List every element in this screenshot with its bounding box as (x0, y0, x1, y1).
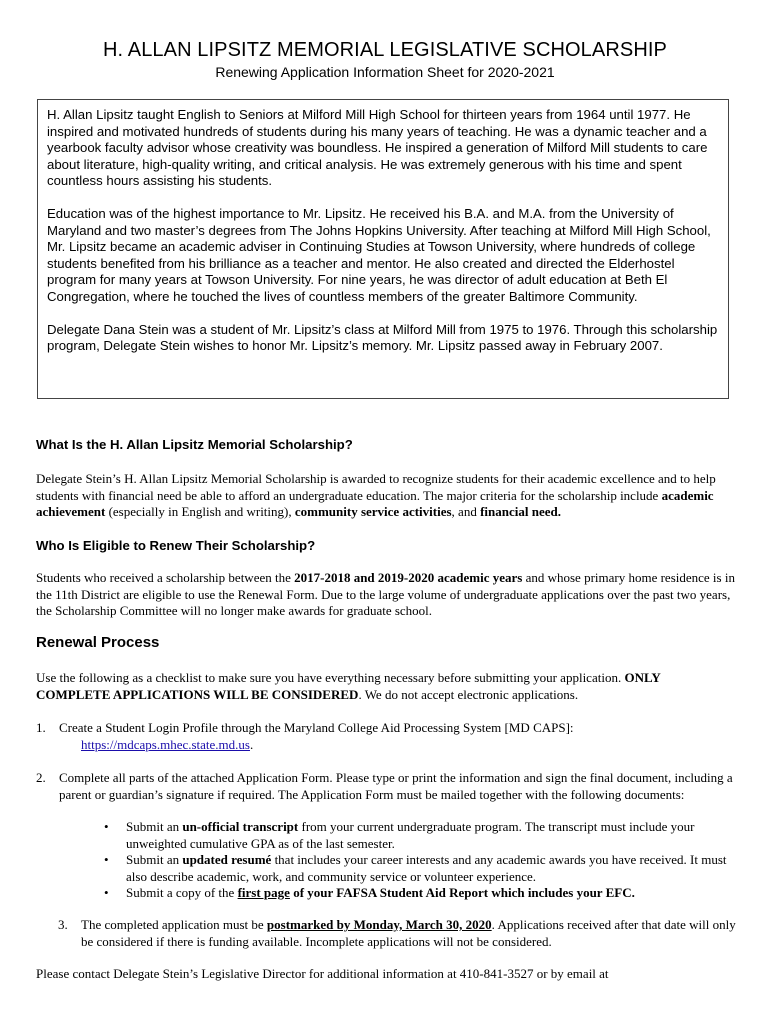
page-title: H. ALLAN LIPSITZ MEMORIAL LEGISLATIVE SCHOLARSHIP (103, 39, 667, 61)
eligible-bold-years: 2017-2018 and 2019-2020 academic years (294, 570, 523, 585)
step-2-text: Complete all parts of the attached Application Form. Please type or print the information and sign the final document, including a parent or guardian’s signature if required. The Application Form must be mailed together with the following documents: (59, 770, 733, 802)
page-subtitle: Renewing Application Information Sheet for 2020-2021 (215, 64, 555, 80)
biography-box (37, 99, 729, 399)
step-2 (36, 770, 736, 803)
checklist-item-fafsa: • Submit a copy of the first page of your FAFSA Student Aid Report which includes your EFC. (104, 885, 635, 900)
what-paragraph: Delegate Stein’s H. Allan Lipsitz Memorial Scholarship is awarded to recognize students for their academic excellence and to help students with financial need be able to afford an undergraduate education. The major criteria for the scholarship include academic achievement (especially in English and writing), community service activities, and financial need. (36, 471, 716, 519)
step-1: 1. Create a Student Login Profile through the Maryland College Aid Processing System [MD CAPS]: https://mdcaps.mhec.state.md.us. (36, 720, 736, 753)
step-3-text: The completed application must be postmarked by Monday, March 30, 2020. Applications received after that date will only be considered if there is funding available. Incomplete applications will not be considered. (81, 917, 736, 949)
what-bold-achievement: academic achievement (36, 487, 714, 519)
eligible-paragraph: Students who received a scholarship between the 2017-2018 and 2019-2020 academic years and whose primary home residence is in the 11th District are eligible to use the Renewal Form. Due to the large volume of undergraduate applications over the past two years, the Scholarship Committee will no longer make awards for graduate school. (36, 570, 735, 618)
eligible-heading: Who Is Eligible to Renew Their Scholarship? (36, 538, 316, 553)
bio-paragraph-2: Education was of the highest importance to Mr. Lipsitz. He received his B.A. and M.A. from the University of Maryland and two master’s degrees from The Johns Hopkins University. After teaching at Milford Mill High School, Mr. Lipsitz became an academic adviser in Continuing Studies at Towson University, where hundreds of college students benefited from his brilliance as a teacher and mentor. He also created and directed the Elderhostel program for many years at Towson University. For nine years, he was director of adult education at Beth El Congregation, where he touched the lives of countless members of the greater Baltimore Community. (47, 205, 711, 304)
document-checklist (104, 819, 736, 902)
step-3-number: 3. (58, 917, 68, 932)
step-3 (58, 917, 736, 950)
bio-paragraph-1: H. Allan Lipsitz taught English to Seniors at Milford Mill High School for thirteen years from 1964 until 1977. He inspired and motivated hundreds of students during his many years of teaching. He was a dynamic teacher and a yearbook faculty advisor whose creativity was boundless. He inspired a generation of Milford Mill students to care about literature, high-quality writing, and critical analysis. He was extremely generous with his time and spent countless hours assisting his students. (47, 107, 708, 189)
step-1-number: 1. (36, 720, 46, 735)
renewal-bold-complete: ONLY COMPLETE APPLICATIONS WILL BE CONSIDERED (36, 670, 661, 702)
contact-paragraph: Please contact Delegate Stein’s Legislative Director for additional information at 410-841-3527 or by email at (36, 966, 609, 981)
bio-paragraph-3: Delegate Dana Stein was a student of Mr. Lipsitz’s class at Milford Mill from 1975 to 1976. Through this scholarship program, Delegate Stein wishes to honor Mr. Lipsitz’s memory. Mr. Lipsitz passed away in February 2007. (47, 321, 718, 354)
step-1-text: Create a Student Login Profile through the Maryland College Aid Processing System [MD CAPS]: (59, 720, 574, 735)
renewal-paragraph: Use the following as a checklist to make sure you have everything necessary before submitting your application. ONLY COMPLETE APPLICATIONS WILL BE CONSIDERED. We do not accept electronic applications. (36, 670, 661, 702)
deadline: postmarked by Monday, March 30, 2020 (266, 917, 492, 932)
what-bold-community: community service activities (294, 504, 452, 519)
bullet-icon: • (104, 852, 109, 867)
checklist-item-resume: • Submit an updated resumé that includes your career interests and any academic awards you have received. It must also describe academic, work, and community service or volunteer experience. (104, 852, 727, 884)
bullet-icon: • (104, 885, 109, 900)
step-2-number: 2. (36, 770, 46, 785)
what-heading: What Is the H. Allan Lipsitz Memorial Scholarship? (36, 437, 353, 452)
renewal-heading: Renewal Process (36, 634, 160, 651)
what-bold-need: financial need. (480, 504, 561, 519)
mdcaps-link[interactable]: https://mdcaps.mhec.state.md.us (81, 736, 250, 752)
checklist-item-transcript: • Submit an un-official transcript from your current undergraduate program. The transcript must include your unweighted cumulative GPA as of the last semester. (104, 819, 695, 851)
bullet-icon: • (104, 819, 109, 834)
